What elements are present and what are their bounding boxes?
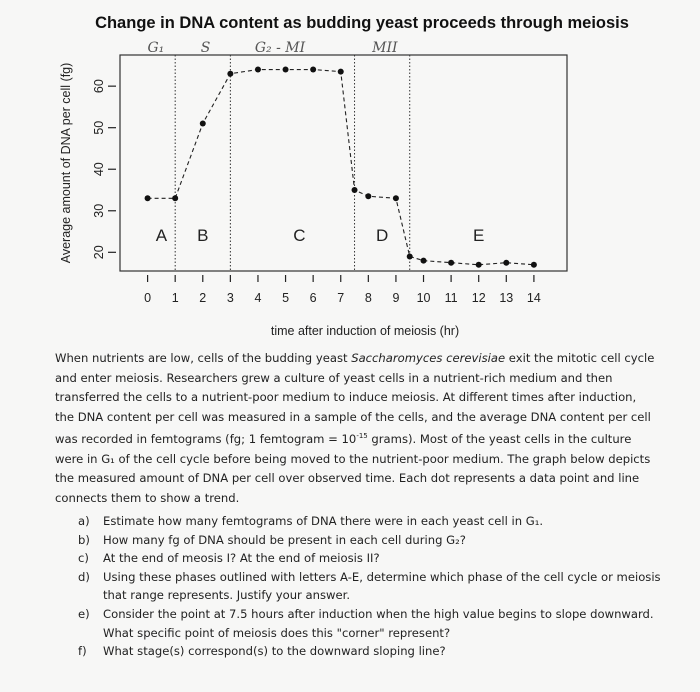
question-letter: f) [78, 644, 87, 659]
x-axis-label: time after induction of meiosis (hr) [270, 324, 460, 338]
x-tick-label: 2 [199, 291, 207, 305]
chart-title: Change in DNA content as budding yeast proceeds through meiosis [95, 14, 629, 32]
data-point [393, 195, 399, 201]
data-point [283, 67, 289, 73]
question-text: How many fg of DNA should be present in each cell during G₂? [103, 532, 466, 547]
x-tick-label: 8 [364, 291, 372, 305]
data-point [338, 69, 344, 75]
x-tick-label: 10 [416, 291, 431, 305]
x-tick-label: 11 [444, 291, 458, 305]
data-point [421, 258, 427, 264]
data-point [365, 193, 371, 199]
exponent: -15 [356, 432, 368, 441]
region-label: D [375, 226, 389, 245]
data-point [255, 67, 261, 73]
question-letter: e) [78, 606, 90, 621]
y-tick-label: 20 [92, 245, 106, 260]
question-item [78, 512, 678, 531]
data-point [503, 260, 509, 266]
x-tick-label: 9 [392, 291, 400, 305]
question-item [78, 568, 678, 605]
data-point [531, 262, 537, 268]
question-text: What stage(s) correspond(s) to the downward sloping line? [103, 644, 446, 659]
passage [55, 349, 655, 509]
handwritten-phase-label: G₂ - MI [254, 40, 306, 56]
handwritten-phase-label: G₁ [147, 40, 165, 56]
y-tick-label: 40 [92, 162, 106, 177]
x-tick-label: 0 [144, 291, 152, 305]
region-label: C [293, 226, 306, 245]
question-item [78, 531, 678, 550]
y-tick-label: 50 [92, 120, 106, 135]
data-point [145, 195, 151, 201]
region-label: E [473, 226, 485, 245]
data-point [448, 260, 454, 266]
question-text: Estimate how many femtograms of DNA there were in each yeast cell in G₁. [103, 514, 544, 528]
question-letter: b) [78, 532, 90, 547]
data-point [200, 121, 206, 127]
handwritten-phase-label: S [200, 40, 211, 56]
question-letter: c) [78, 551, 89, 566]
y-axis-label: Average amount of DNA per cell (fg) [59, 62, 73, 264]
y-tick-label: 30 [92, 203, 106, 218]
data-point [476, 262, 482, 268]
x-tick-label: 12 [471, 291, 486, 305]
question-letter: a) [78, 514, 90, 528]
passage-text: exit the mitotic cell cycle and enter meiosis. Researchers grew a culture of yeast cells in a nutrient-rich medium and then transferred the cells to a nutrient-poor medium to induce meiosis. At different times after induction, the DNA content per cell was measured in a sample of the cells, and the average DNA content per cell was recorded in femtograms (fg; 1 femtogram = 10 [55, 351, 655, 447]
plot-frame [120, 55, 567, 271]
question-letter: d) [78, 569, 90, 584]
y-tick-label: 60 [92, 79, 106, 94]
passage-text: grams). Most of the yeast cells in the culture were in G₁ of the cell cycle before being moved to the nutrient-poor medium. The graph below depicts the measured amount of DNA per cell over observed time. Each dot represents a data point and line connects them to show a trend. [55, 432, 651, 506]
x-tick-label: 6 [309, 291, 317, 305]
x-tick-label: 14 [526, 291, 541, 305]
question-item [78, 605, 678, 642]
region-label: B [197, 226, 209, 245]
question-text: Using these phases outlined with letters A-E, determine which phase of the cell cycle or meiosis that range represents. Justify your answer. [103, 569, 661, 603]
x-tick-label: 13 [499, 291, 514, 305]
question-text: At the end of meosis I? At the end of meiosis II? [103, 551, 380, 566]
data-point [172, 195, 178, 201]
data-point [227, 71, 233, 77]
question-list [78, 512, 678, 661]
x-tick-label: 7 [337, 291, 345, 305]
dna-content-chart [0, 0, 700, 345]
passage-text: When nutrients are low, cells of the budding yeast [55, 351, 352, 365]
species-name: Saccharomyces cerevisiae [351, 351, 506, 365]
data-point [407, 253, 413, 259]
region-label: A [155, 226, 168, 245]
x-tick-label: 4 [254, 291, 262, 305]
question-text: Consider the point at 7.5 hours after induction when the high value begins to slope downward. What specific point of meiosis does this "corner" represent? [103, 606, 654, 640]
x-tick-label: 3 [226, 291, 234, 305]
question-item [78, 549, 678, 568]
handwritten-phase-label: MII [372, 40, 398, 56]
x-tick-label: 1 [171, 291, 179, 305]
x-tick-label: 5 [282, 291, 290, 305]
question-item [78, 642, 678, 661]
data-point [352, 187, 358, 193]
data-point [310, 67, 316, 73]
